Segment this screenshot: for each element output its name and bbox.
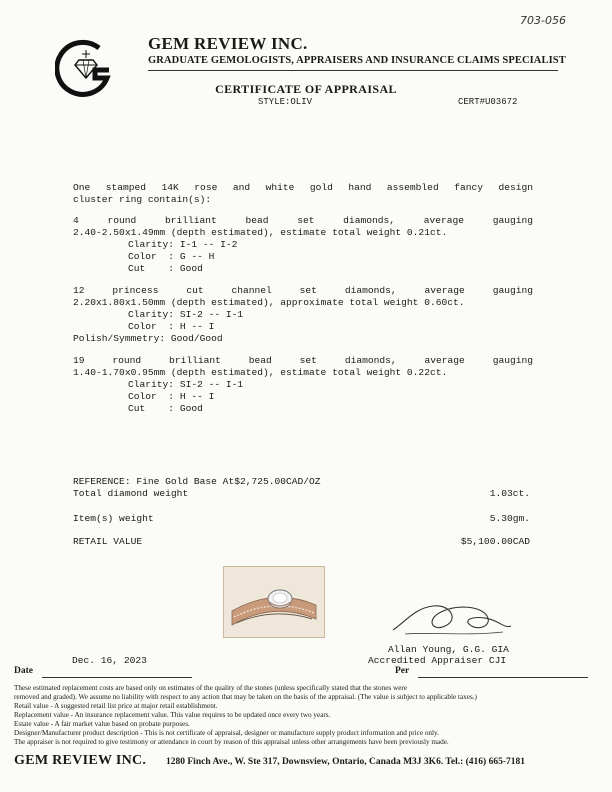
reference-gold-base: REFERENCE: Fine Gold Base At$2,725.00CAD/OZ bbox=[73, 476, 321, 487]
stone-group-3-clarity: Clarity: SI-2 -- I-1 bbox=[128, 379, 244, 390]
certificate-title: CERTIFICATE OF APPRAISAL bbox=[215, 82, 397, 96]
stone-group-2-polish: Polish/Symmetry: Good/Good bbox=[73, 333, 223, 344]
style-code: STYLE:OLIV bbox=[258, 97, 313, 107]
per-label: Per bbox=[395, 666, 410, 676]
total-diamond-weight-label: Total diamond weight bbox=[73, 488, 189, 499]
handwritten-note: 703-056 bbox=[520, 14, 566, 27]
appraiser-title: Accredited Appraiser CJI bbox=[368, 655, 507, 666]
header-divider bbox=[148, 70, 558, 71]
item-description-line-1: One stamped 14K rose and white gold hand assembled fancy design bbox=[73, 182, 533, 193]
item-description-line-2: cluster ring contain(s): bbox=[73, 194, 212, 205]
stone-group-1-clarity: Clarity: I-1 -- I-2 bbox=[128, 239, 238, 250]
stone-group-3-cut: Cut : Good bbox=[128, 403, 203, 414]
item-weight-label: Item(s) weight bbox=[73, 513, 154, 524]
stone-group-3-line-2: 1.40-1.70x0.95mm (depth estimated), estimate total weight 0.22ct. bbox=[73, 367, 448, 378]
fine-print-line-3: Retail value - A suggested retail list price at major retail establishment. bbox=[14, 702, 218, 710]
appraisal-date: Dec. 16, 2023 bbox=[72, 655, 147, 666]
stone-group-1-line-2: 2.40-2.50x1.49mm (depth estimated), estimate total weight 0.21ct. bbox=[73, 227, 448, 238]
footer-address: 1280 Finch Ave., W. Ste 317, Downsview, Ontario, Canada M3J 3K6. Tel.: (416) 665-7181 bbox=[166, 757, 525, 767]
appraiser-signature bbox=[385, 592, 515, 642]
fine-print-line-7: The appraiser is not required to give testimony or attendance in court by reason of this appraisal unless other arrangements have been previously made. bbox=[14, 738, 449, 746]
item-weight-value: 5.30gm. bbox=[489, 513, 530, 524]
ring-photo-icon bbox=[223, 566, 325, 638]
fine-print-line-1: These estimated replacement costs are based only on estimates of the quality of the stones (unless specifically stated that the stones were bbox=[14, 684, 407, 692]
company-tagline: GRADUATE GEMOLOGISTS, APPRAISERS AND INSURANCE CLAIMS SPECIALIST bbox=[148, 55, 566, 66]
stone-group-1-line-1: 4 round brilliant bead set diamonds, average gauging bbox=[73, 215, 533, 226]
retail-value-label: RETAIL VALUE bbox=[73, 536, 143, 547]
fine-print-line-5: Estate value - A fair market value based on probate purposes. bbox=[14, 720, 190, 728]
fine-print-line-2: removed and graded). We assume no liability with respect to any action that may be taken on the basis of the appraisal. (The value is subject to applicable taxes.) bbox=[14, 693, 477, 701]
stone-group-2-line-2: 2.20x1.80x1.50mm (depth estimated), approximate total weight 0.60ct. bbox=[73, 297, 465, 308]
stone-group-1-cut: Cut : Good bbox=[128, 263, 203, 274]
stone-group-2-color: Color : H -- I bbox=[128, 321, 215, 332]
stone-group-2-clarity: Clarity: SI-2 -- I-1 bbox=[128, 309, 244, 320]
date-label: Date bbox=[14, 666, 33, 676]
company-name: GEM REVIEW INC. bbox=[148, 34, 308, 53]
stone-group-3-line-1: 19 round brilliant bead set diamonds, average gauging bbox=[73, 355, 533, 366]
total-diamond-weight-value: 1.03ct. bbox=[489, 488, 530, 499]
appraiser-name: Allan Young, G.G. GIA bbox=[388, 644, 509, 655]
stone-group-1-color: Color : G -- H bbox=[128, 251, 215, 262]
certificate-number: CERT#U03672 bbox=[458, 97, 518, 107]
per-line bbox=[418, 677, 588, 678]
footer-company-name: GEM REVIEW INC. bbox=[14, 753, 147, 768]
stone-group-3-color: Color : H -- I bbox=[128, 391, 215, 402]
stone-group-2-line-1: 12 princess cut channel set diamonds, average gauging bbox=[73, 285, 533, 296]
retail-value-amount: $5,100.00CAD bbox=[460, 536, 530, 547]
fine-print-line-6: Designer/Manufacturer product description - This is not certificate of appraisal, designer or manufacture supply product information and price only. bbox=[14, 729, 439, 737]
fine-print-line-4: Replacement value - An insurance replacement value. This value requires to be updated once every two years. bbox=[14, 711, 331, 719]
date-line bbox=[42, 677, 192, 678]
